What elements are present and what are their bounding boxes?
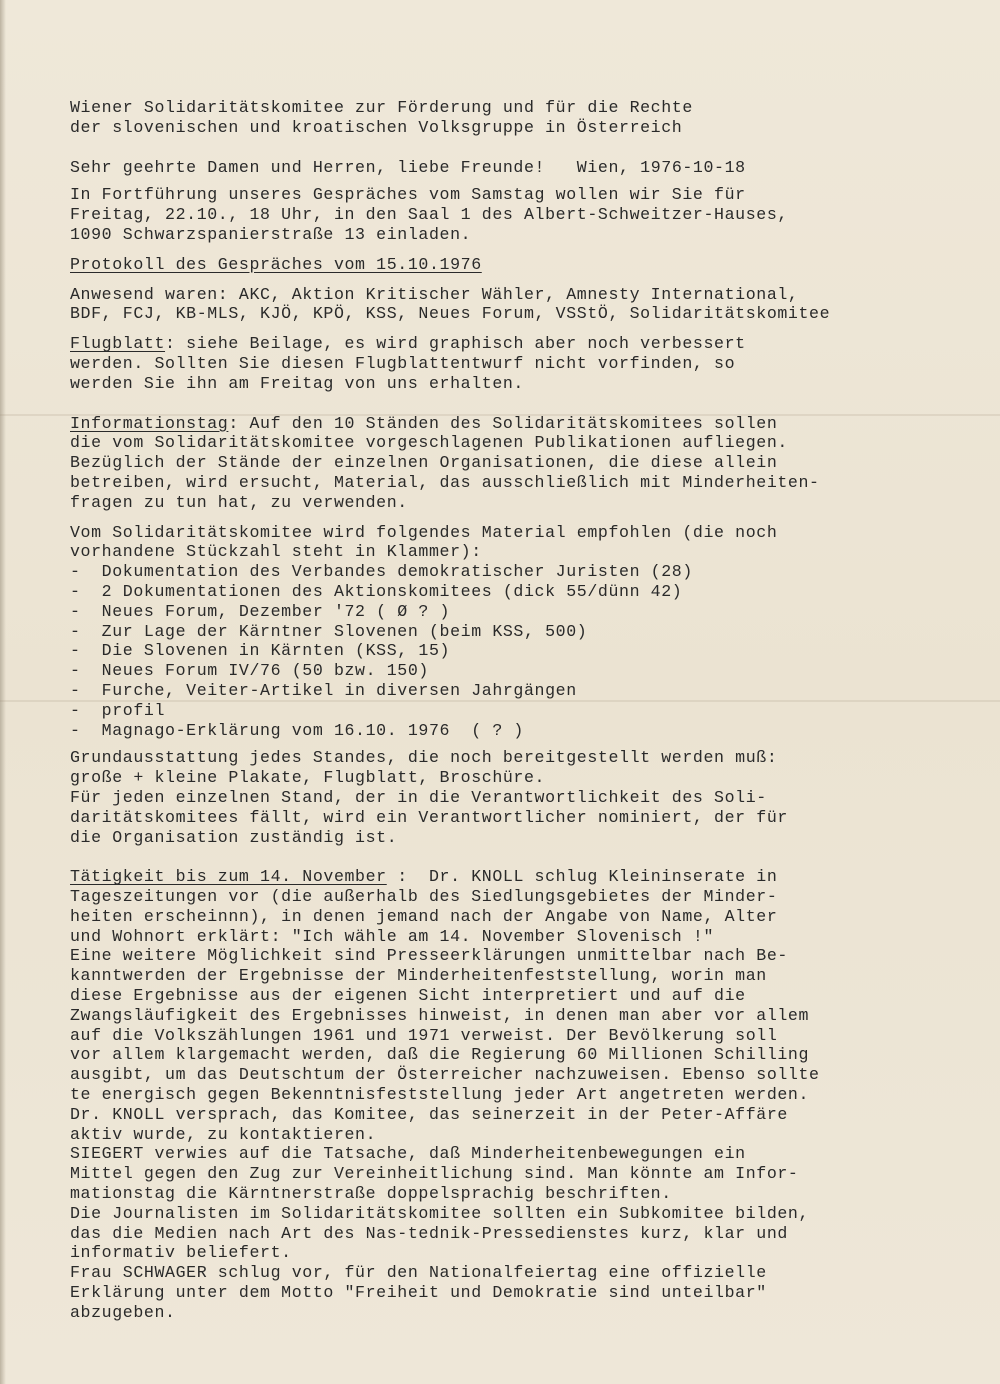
text-line: aktiv wurde, zu kontaktieren. [70,1124,377,1144]
text-line: diese Ergebnisse aus der eigenen Sicht interpretiert und auf die [70,986,746,1006]
text-line: das die Medien nach Art des Nas-tednik-Pressedienstes kurz, klar und [70,1223,788,1243]
invitation-paragraph [70,185,930,244]
text-line: abzugeben. [70,1302,176,1322]
section-label: Informationstag [70,413,229,433]
header-line: Wiener Solidaritätskomitee zur Förderung und für die Rechte [70,98,693,117]
list-item: - Magnago-Erklärung vom 16.10. 1976 ( ? ) [70,720,524,740]
flugblatt-paragraph [70,334,930,393]
list-item: - Dokumentation des Verbandes demokratischer Juristen (28) [70,562,693,582]
text-line: die Organisation zuständig ist. [70,827,398,847]
text-line: Bezüglich der Stände der einzelnen Organisationen, die diese allein [70,453,778,473]
text-line: informativ beliefert. [70,1243,292,1263]
text-line: daritätskomitees fällt, wird ein Verantwortlicher nominiert, der für [70,807,788,827]
attendees-paragraph [70,285,930,325]
text-line: betreiben, wird ersucht, Material, das ausschließlich mit Minderheiten- [70,472,820,492]
text-line: Frau SCHWAGER schlug vor, für den Nationalfeiertag eine offizielle [70,1263,767,1283]
text-line: Mittel gegen den Zug zur Vereinheitlichung sind. Man könnte am Infor- [70,1164,799,1184]
list-item: - Neues Forum, Dezember '72 ( Ø ? ) [70,601,451,621]
list-item: - 2 Dokumentationen des Aktionskomitees (dick 55/dünn 42) [70,581,683,601]
list-item: - Neues Forum IV/76 (50 bzw. 150) [70,661,429,681]
text-line: SIEGERT verwies auf die Tatsache, daß Minderheitenbewegungen ein [70,1144,746,1164]
paper-edge [0,0,6,1384]
list-item: - Furche, Veiter-Artikel in diversen Jahrgängen [70,680,577,700]
text-line: Vom Solidaritätskomitee wird folgendes Material empfohlen (die noch [70,522,778,542]
text-line: Informationstag: Auf den 10 Ständen des Solidaritätskomitees sollen [70,413,778,433]
text-line: werden. Sollten Sie diesen Flugblattentwurf nicht vorfinden, so [70,353,736,373]
informationstag-paragraph [70,414,930,513]
list-item: - Zur Lage der Kärntner Slovenen (beim KSS, 500) [70,621,588,641]
text-line: Anwesend waren: AKC, Aktion Kritischer Wähler, Amnesty International, [70,284,799,304]
list-item: - profil [70,700,166,720]
text-line: Flugblatt: siehe Beilage, es wird graphisch aber noch verbessert [70,334,746,354]
section-label: Flugblatt [70,334,166,354]
text-line: BDF, FCJ, KB-MLS, KJÖ, KPÖ, KSS, Neues Forum, VSStÖ, Solidaritätskomitee [70,304,831,324]
text-line: große + kleine Plakate, Flugblatt, Broschüre. [70,768,546,788]
text-line: Tageszeitungen vor (die außerhalb des Siedlungsgebietes der Minder- [70,887,778,907]
text-line: Freitag, 22.10., 18 Uhr, in den Saal 1 des Albert-Schweitzer-Hauses, [70,205,788,225]
text-line: fragen zu tun hat, zu verwenden. [70,492,408,512]
text-line: Grundausstattung jedes Standes, die noch bereitgestellt werden muß: [70,748,778,768]
place-date: Wien, 1976-10-18 [576,157,746,177]
text-line: die vom Solidaritätskomitee vorgeschlagenen Publikationen aufliegen. [70,433,788,453]
text-line: und Wohnort erklärt: "Ich wähle am 14. November Slovenisch !" [70,926,715,946]
text-line: vorhandene Stückzahl steht in Klammer): [70,542,482,562]
greeting: Sehr geehrte Damen und Herren, liebe Freunde! [70,157,546,177]
material-list [70,523,930,741]
text-line: Dr. KNOLL versprach, das Komitee, das seinerzeit in der Peter-Affäre [70,1104,788,1124]
protocol-heading: Protokoll des Gespräches vom 15.10.1976 [70,254,482,274]
text-line: In Fortführung unseres Gespräches vom Samstag wollen wir Sie für [70,185,746,205]
list-item: - Die Slovenen in Kärnten (KSS, 15) [70,641,451,661]
section-label: Tätigkeit bis zum 14. November [70,867,387,887]
typewritten-letter [70,98,930,1323]
equipment-paragraph [70,748,930,847]
header-line: der slovenischen und kroatischen Volksgruppe in Österreich [70,117,683,137]
text-line: mationstag die Kärntnerstraße doppelsprachig beschriften. [70,1184,672,1204]
text-line: heiten erscheinnn), in denen jemand nach der Angabe von Name, Alter [70,906,778,926]
greeting-line [70,158,930,178]
text-line: te energisch gegen Bekenntnisfeststellung jeder Art angetreten werden. [70,1085,810,1105]
text-line: werden Sie ihn am Freitag von uns erhalten. [70,373,524,393]
text-line: Tätigkeit bis zum 14. November : Dr. KNOLL schlug Kleininserate in [70,867,778,887]
text-line: auf die Volkszählungen 1961 und 1971 verweist. Der Bevölkerung soll [70,1025,778,1045]
activity-paragraph [70,867,930,1322]
text-line: Erklärung unter dem Motto "Freiheit und Demokratie sind unteilbar" [70,1283,767,1303]
text-line: Zwangsläufigkeit des Ergebnisses hinweist, in denen man aber vor allem [70,1005,810,1025]
text-line: Die Journalisten im Solidaritätskomitee sollten ein Subkomitee bilden, [70,1203,810,1223]
text-line: kanntwerden der Ergebnisse der Minderheitenfeststellung, worin man [70,966,767,986]
text-line: Eine weitere Möglichkeit sind Presseerklärungen unmittelbar nach Be- [70,946,788,966]
text-line: Für jeden einzelnen Stand, der in die Verantwortlichkeit des Soli- [70,787,767,807]
text-line: vor allem klargemacht werden, daß die Regierung 60 Millionen Schilling [70,1045,810,1065]
text-line: ausgibt, um das Deutschtum der Österreicher nachzuweisen. Ebenso sollte [70,1065,820,1085]
text-line: 1090 Schwarzspanierstraße 13 einladen. [70,224,472,244]
